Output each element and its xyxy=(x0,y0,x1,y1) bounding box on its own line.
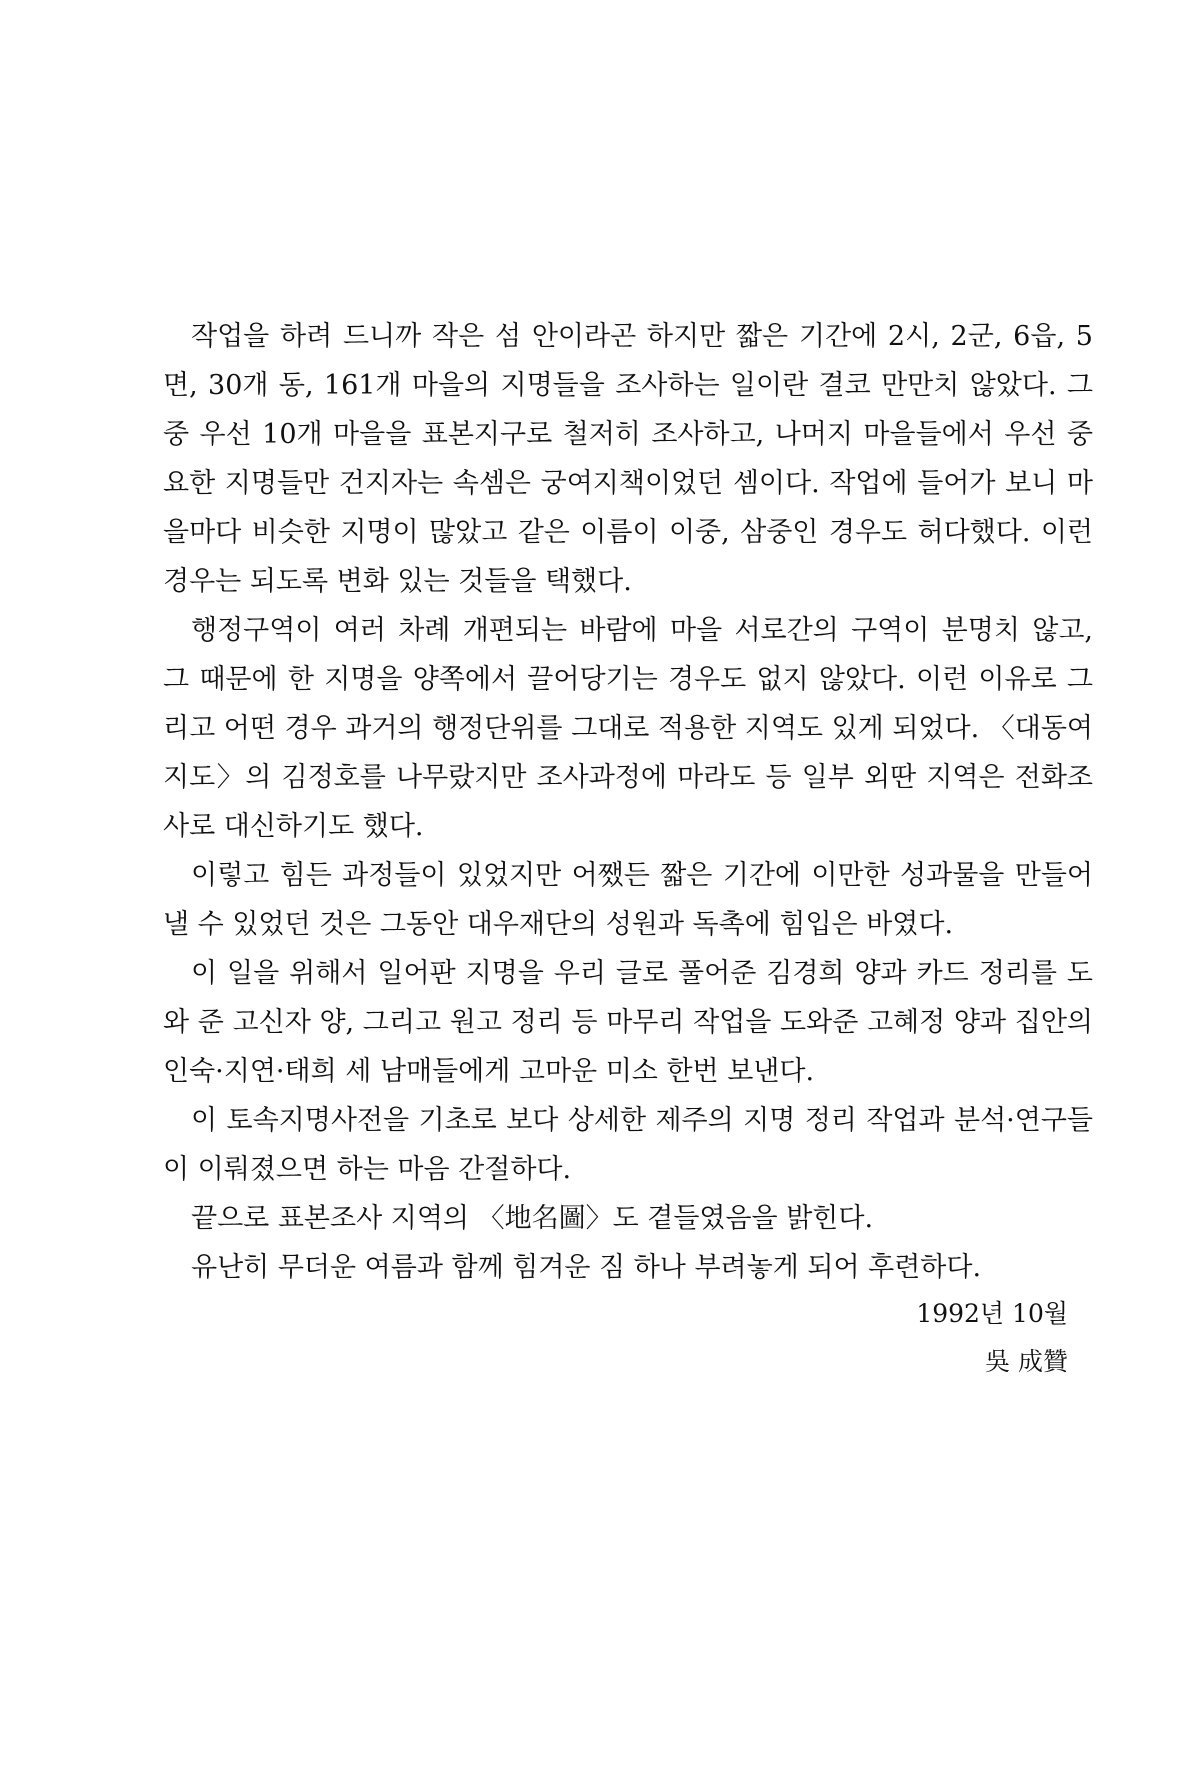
paragraph-2: 행정구역이 여러 차례 개편되는 바람에 마을 서로간의 구역이 분명치 않고, 그 때문에 한 지명을 양쪽에서 끌어당기는 경우도 없지 않았다. 이런 이유로 그리고 어떤 경우 과거의 행정단위를 그대로 적용한 지역도 있게 되었다. 〈대동여지도〉의 김정호를 나무랐지만 조사과정에 마라도 등 일부 외딴 지역은 전화조사로 대신하기도 했다. xyxy=(163,615,1093,842)
signature-block xyxy=(768,1290,1068,1386)
paragraph-3: 이렇고 힘든 과정들이 있었지만 어쨌든 짧은 기간에 이만한 성과물을 만들어낼 수 있었던 것은 그동안 대우재단의 성원과 독촉에 힘입은 바였다. xyxy=(163,860,1093,940)
paragraph-4: 이 일을 위해서 일어판 지명을 우리 글로 풀어준 김경희 양과 카드 정리를 도와 준 고신자 양, 그리고 원고 정리 등 마무리 작업을 도와준 고혜정 양과 집안의 인숙·지연·태희 세 남매들에게 고마운 미소 한번 보낸다. xyxy=(163,958,1093,1087)
paragraph-5: 이 토속지명사전을 기초로 보다 상세한 제주의 지명 정리 작업과 분석·연구들이 이뤄졌으면 하는 마음 간절하다. xyxy=(163,1105,1093,1185)
signature-date: 1992년 10월 xyxy=(916,1299,1068,1328)
paragraph-7: 유난히 무더운 여름과 함께 힘겨운 짐 하나 부려놓게 되어 후련하다. xyxy=(191,1252,982,1283)
paragraph-6: 끝으로 표본조사 지역의 〈地名圖〉도 곁들였음을 밝힌다. xyxy=(191,1203,874,1234)
signature-author: 吳 成贊 xyxy=(985,1347,1068,1376)
paragraph-1: 작업을 하려 드니까 작은 섬 안이라곤 하지만 짧은 기간에 2시, 2군, 6읍, 5면, 30개 동, 161개 마을의 지명들을 조사하는 일이란 결코 만만치 않았다. 그중 우선 10개 마을을 표본지구로 철저히 조사하고, 나머지 마을들에서 우선 중요한 지명들만 건지자는 속셈은 궁여지책이었던 셈이다. 작업에 들어가 보니 마을마다 비슷한 지명이 많았고 같은 이름이 이중, 삼중인 경우도 허다했다. 이런 경우는 되도록 변화 있는 것들을 택했다. xyxy=(163,321,1093,597)
preface-body xyxy=(163,312,1093,1292)
